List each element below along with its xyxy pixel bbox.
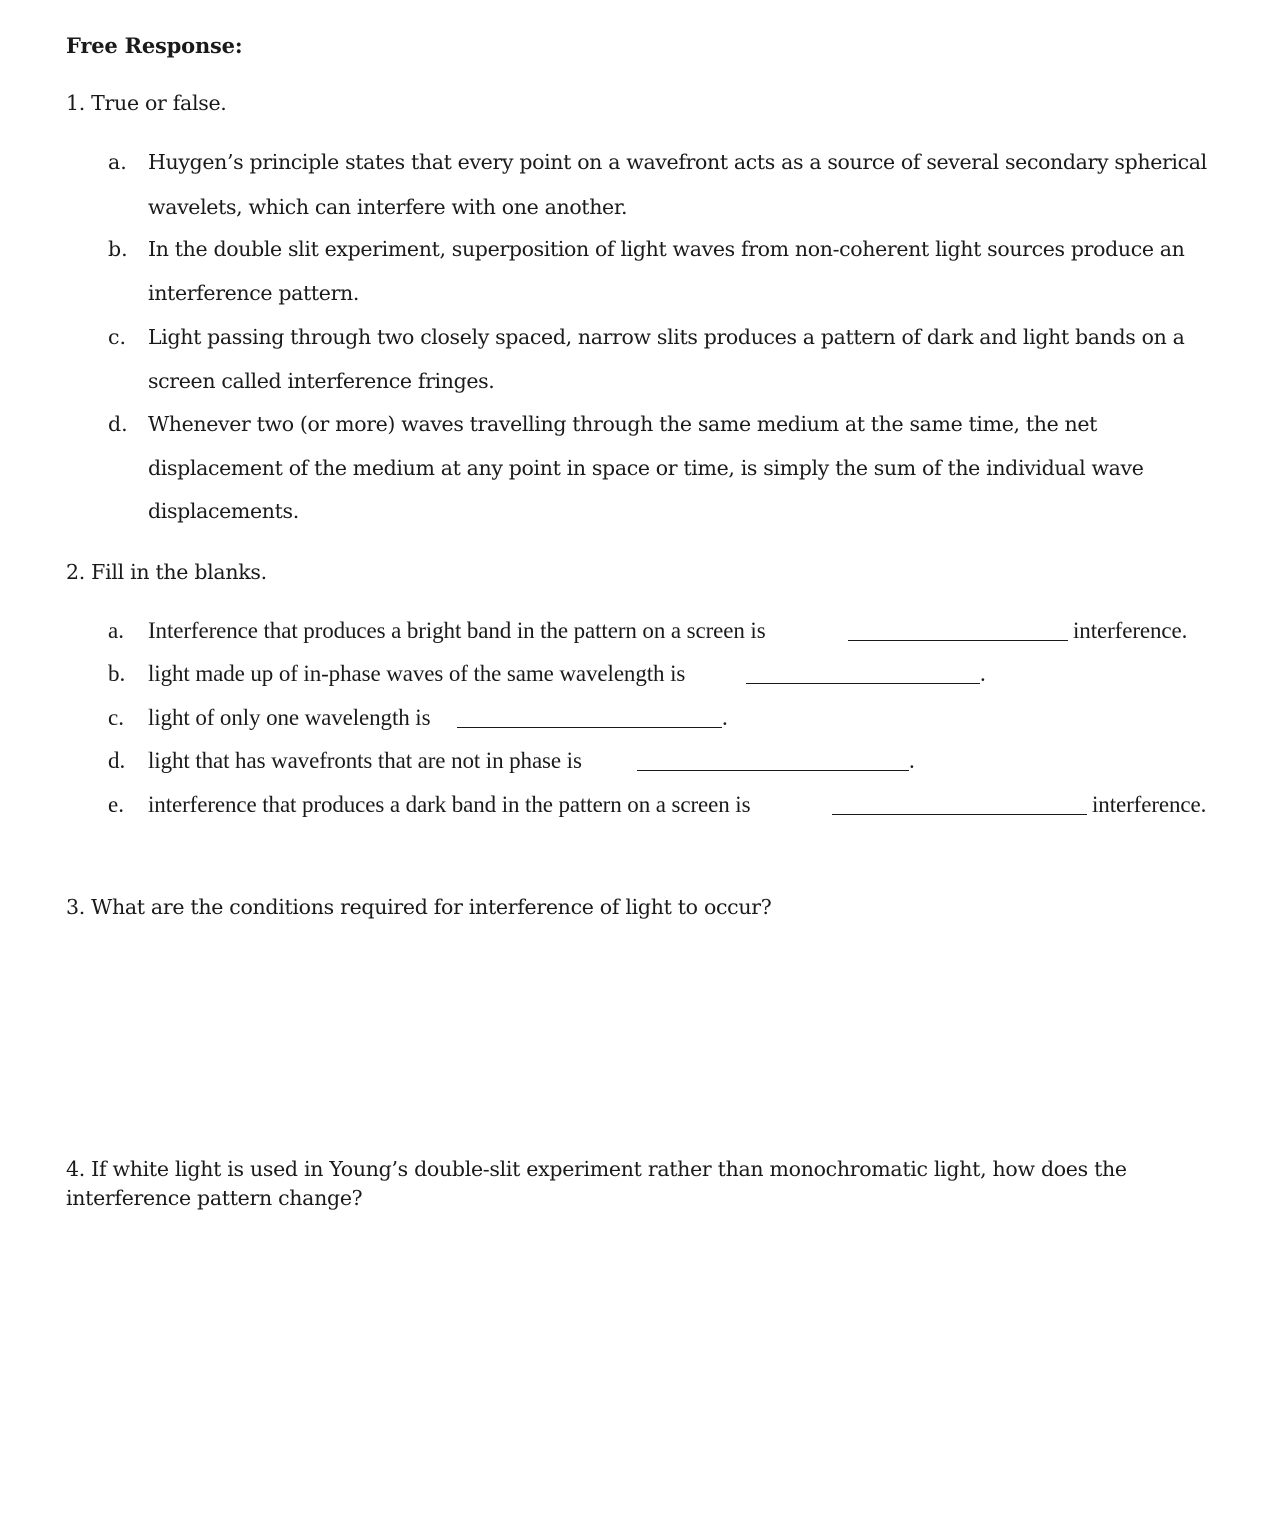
item-text: Interference that produces a bright band in the pattern on a screen is <box>148 618 766 643</box>
item-marker: b. <box>108 237 128 261</box>
item-marker: d. <box>108 412 128 436</box>
item-marker: c. <box>108 325 126 349</box>
item-text-line: displacement of the medium at any point in space or time, is simply the sum of the individual wave <box>148 456 1144 480</box>
item-marker: d. <box>108 748 126 773</box>
item-suffix: . <box>909 748 915 773</box>
item-marker: e. <box>108 792 124 817</box>
answer-area[interactable] <box>66 935 1216 1135</box>
item-suffix: . <box>980 661 986 686</box>
item-text-line: screen called interference fringes. <box>148 369 495 393</box>
item-text: light of only one wavelength is <box>148 705 431 730</box>
item-text: interference that produces a dark band in the pattern on a screen is <box>148 792 751 817</box>
item-text-line: displacements. <box>148 499 299 523</box>
item-suffix: interference. <box>1092 792 1207 817</box>
answer-blank[interactable] <box>832 814 1087 815</box>
question-1-heading: 1. True or false. <box>66 91 227 115</box>
answer-area[interactable] <box>66 1225 1216 1505</box>
item-marker: a. <box>108 150 127 174</box>
answer-blank[interactable] <box>746 683 980 684</box>
item-text: light made up of in-phase waves of the same wavelength is <box>148 661 686 686</box>
page-title: Free Response: <box>66 33 243 58</box>
item-text-line: Light passing through two closely spaced, narrow slits produces a pattern of dark and light bands on a <box>148 325 1185 349</box>
item-text-line: In the double slit experiment, superposition of light waves from non-coherent light sources produce an <box>148 237 1185 261</box>
item-text-line: interference pattern. <box>148 281 360 305</box>
item-marker: a. <box>108 618 124 643</box>
item-text-line: wavelets, which can interfere with one another. <box>148 195 628 219</box>
item-text-line: Huygen’s principle states that every point on a wavefront acts as a source of several secondary spherical <box>148 150 1207 174</box>
item-marker: b. <box>108 661 126 686</box>
item-suffix: . <box>722 705 728 730</box>
item-text-line: Whenever two (or more) waves travelling through the same medium at the same time, the net <box>148 412 1098 436</box>
question-3-text: 3. What are the conditions required for interference of light to occur? <box>66 895 772 919</box>
item-marker: c. <box>108 705 124 730</box>
question-2-heading: 2. Fill in the blanks. <box>66 560 267 584</box>
answer-blank[interactable] <box>848 640 1068 641</box>
item-suffix: interference. <box>1073 618 1188 643</box>
answer-blank[interactable] <box>457 727 722 728</box>
question-4-text-line: interference pattern change? <box>66 1186 363 1210</box>
answer-blank[interactable] <box>637 770 909 771</box>
question-4-text-line: 4. If white light is used in Young’s double-slit experiment rather than monochromatic light, how does the <box>66 1157 1127 1181</box>
item-text: light that has wavefronts that are not in phase is <box>148 748 582 773</box>
